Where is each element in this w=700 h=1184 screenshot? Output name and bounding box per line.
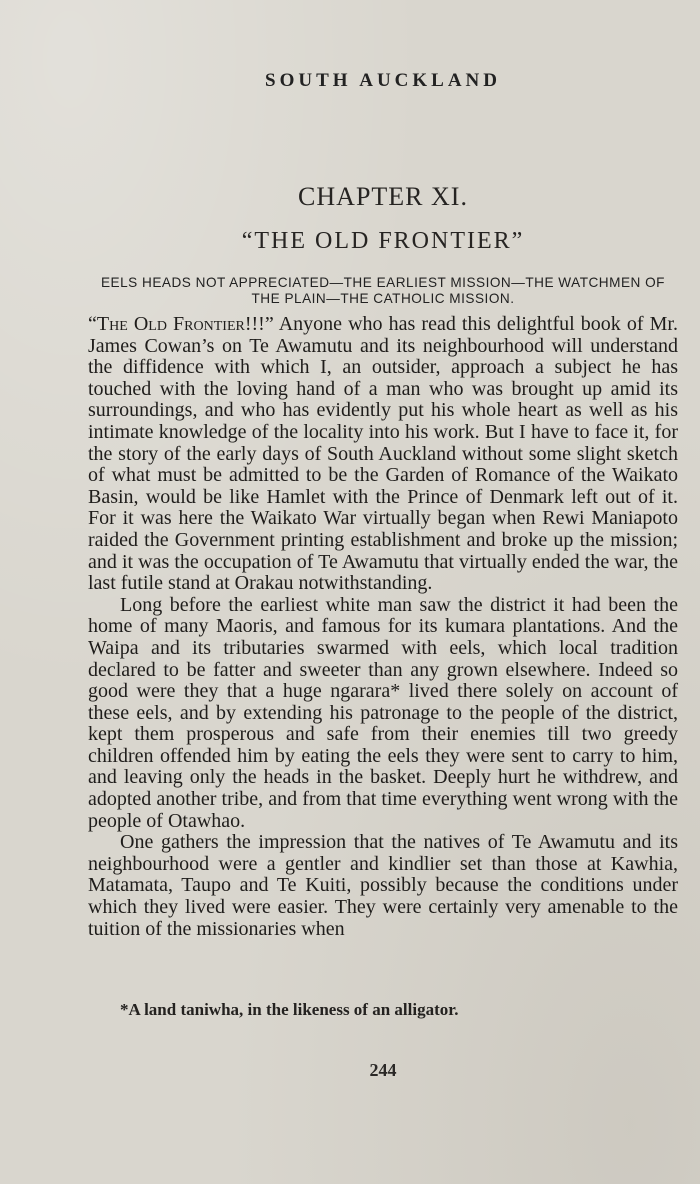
page-number: 244: [369, 1060, 397, 1080]
body-text: [88, 314, 678, 940]
book-page: [88, 0, 678, 1184]
paragraph-1: [88, 314, 678, 595]
chapter-number: CHAPTER XI.: [298, 182, 468, 211]
paragraph-1-text: Anyone who has read this delightful book of Mr. James Cowan’s on Te Awamutu and its neighbourhood will understand the diffidence with which I, an outsider, approach a subject he has touched with the loving hand of a man who was brought up amid its surroundings, and who has evidently put his whole heart as well as his intimate knowledge of the locality into his work. But I have to face it, for the story of the early days of South Auckland without some slight sketch of what must be admitted to be the Garden of Romance of the Waikato Basin, would be like Hamlet with the Prince of Denmark left out of it. For it was here the Waikato War virtually began when Rewi Maniapoto raided the Government printing establishment and broke up the mission; and it was the occupation of Te Awamutu that virtually ended the war, the last futile stand at Orakau notwithstanding.: [88, 313, 678, 595]
paragraph-2: Long before the earliest white man saw the district it had been the home of many Maoris, and famous for its kumara plantations. And the Waipa and its tributaries swarmed with eels, which local tradition declared to be fatter and sweeter than any grown elsewhere. Indeed so good were they that a huge ngarara* lived there solely on account of these eels, and by extending his patronage to the people of the district, kept them prosperous and safe from their enemies till two greedy children offended him by eating the eels they were sent to carry to him, and leaving only the heads in the basket. Deeply hurt he withdrew, and adopted another tribe, and from that time everything went wrong with the people of Otawhao.: [88, 593, 678, 832]
footnote: *A land taniwha, in the likeness of an alligator.: [120, 1000, 459, 1019]
paragraph-1-lead: “The Old Frontier!!!”: [88, 313, 274, 335]
running-head: SOUTH AUCKLAND: [265, 70, 501, 91]
chapter-synopsis: EELS HEADS NOT APPRECIATED—THE EARLIEST MISSION—THE WATCHMEN OF THE PLAIN—THE CATHOLIC MISSION.: [100, 275, 665, 306]
paragraph-3: One gathers the impression that the natives of Te Awamutu and its neighbourhood were a gentler and kindlier set than those at Kawhia, Matamata, Taupo and Te Kuiti, possibly because the conditions under which they lived were easier. They were certainly very amenable to the tuition of the missionaries when: [88, 831, 678, 940]
chapter-title: “THE OLD FRONTIER”: [241, 228, 525, 254]
